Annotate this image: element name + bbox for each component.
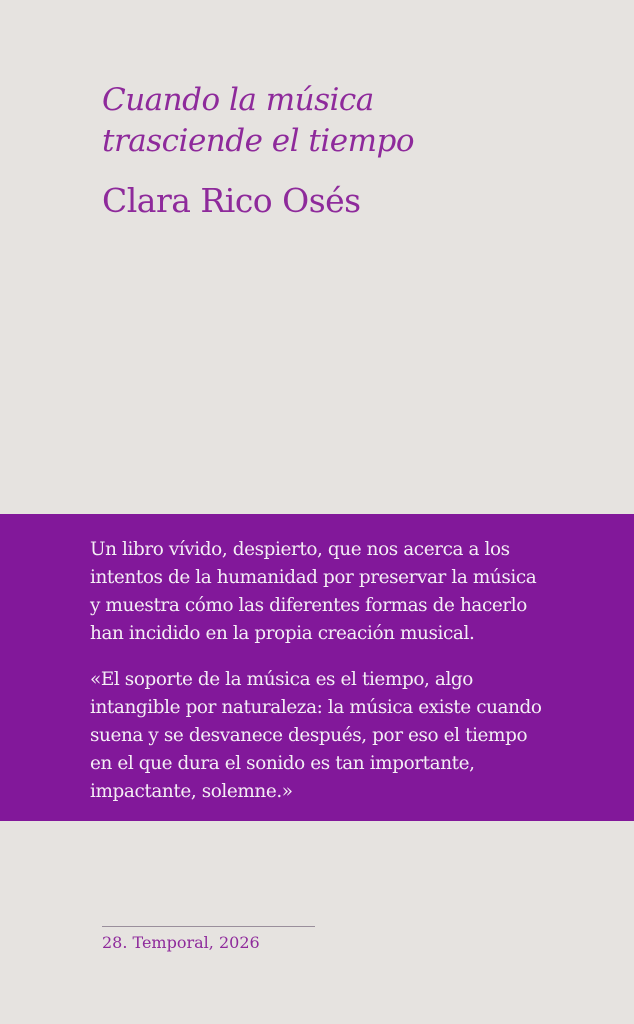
quote-line: «El soporte de la música es el tiempo, algo: [90, 669, 473, 690]
blurb-paragraph: [90, 536, 610, 648]
quote-paragraph: [90, 666, 610, 806]
divider-rule: [102, 926, 315, 927]
book-title-line: trasciende el tiempo: [102, 123, 415, 159]
blurb-line: intentos de la humanidad por preservar la música: [90, 567, 537, 588]
blurb-line: Un libro vívido, despierto, que nos acerca a los: [90, 539, 510, 560]
quote-line: intangible por naturaleza: la música existe cuando: [90, 697, 542, 718]
author-name: Clara Rico Osés: [102, 181, 361, 220]
book-title: [102, 80, 582, 162]
quote-line: impactante, solemne.»: [90, 781, 293, 802]
blurb-line: y muestra cómo las diferentes formas de hacerlo: [90, 595, 527, 616]
quote-line: suena y se desvanece después, por eso el tiempo: [90, 725, 528, 746]
book-title-line: Cuando la música: [102, 82, 374, 118]
blurb-band: [0, 514, 634, 821]
series-info: 28. Temporal, 2026: [102, 933, 260, 952]
blurb-line: han incidido en la propia creación musical.: [90, 623, 475, 644]
quote-line: en el que dura el sonido es tan importante,: [90, 753, 475, 774]
